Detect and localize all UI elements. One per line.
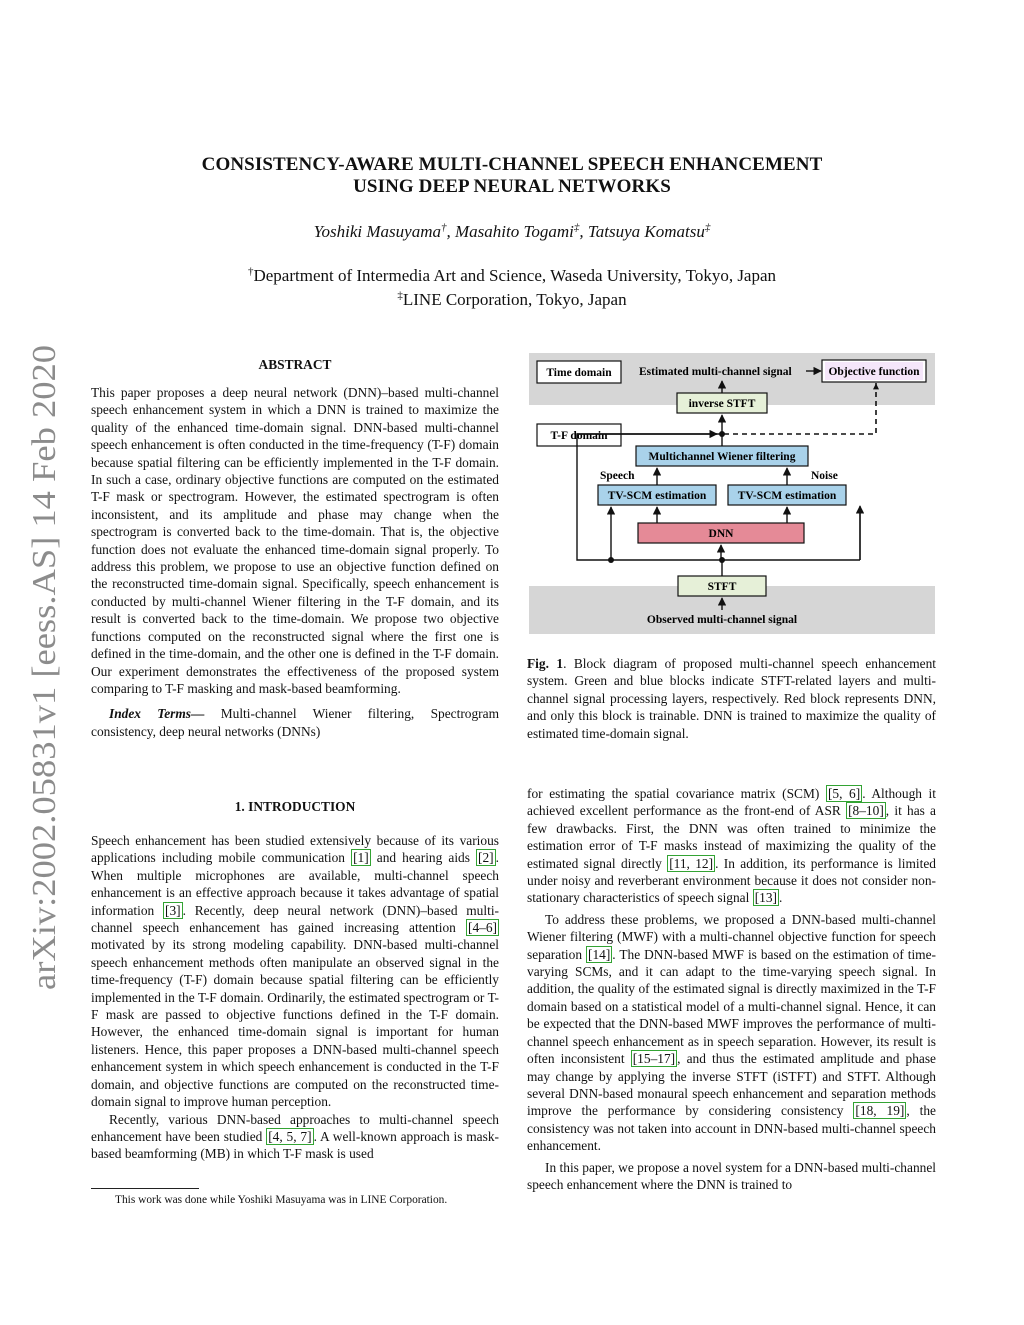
citation-link[interactable]: [8–10] xyxy=(848,803,884,819)
text-run: . Recently, deep neural network (DNN)–based multi-channel speech enhancement has gained increasing attention xyxy=(91,902,499,936)
affiliation-1 xyxy=(0,266,1024,286)
author-1: Yoshiki Masuyama xyxy=(313,222,441,241)
observed-signal-label: Observed multi-channel signal xyxy=(646,614,798,626)
affiliation-2 xyxy=(0,290,1024,310)
author-2: Masahito Togami xyxy=(455,222,574,241)
paper-title xyxy=(0,154,1024,198)
dnn-label: DNN xyxy=(708,528,734,540)
text-run: To address these problems, we proposed a DNN-based multi-channel Wiener filtering (MWF) with a multi-channel objective function for speech separation xyxy=(527,911,936,962)
inverse-stft-label: inverse STFT xyxy=(688,398,756,410)
citation-link[interactable]: [15–17] xyxy=(632,1051,676,1067)
introduction xyxy=(91,832,499,1163)
text-run: for estimating the spatial covariance matrix (SCM) xyxy=(527,786,826,801)
speech-label: Speech xyxy=(600,470,635,482)
tvscm-noise-label: TV-SCM estimation xyxy=(737,490,837,502)
introduction-heading: 1. INTRODUCTION xyxy=(234,799,356,814)
mwf-label: Multichannel Wiener filtering xyxy=(648,451,796,463)
citation-link[interactable]: [2] xyxy=(478,850,494,866)
text-run: . A well-known approach is mask-based beamforming (MB) in which T-F mask is used xyxy=(91,1128,499,1162)
citation-link[interactable]: [13] xyxy=(754,890,778,906)
arxiv-id: arXiv:2002.05831v1 [eess.AS] 14 Feb 2020 xyxy=(26,389,63,990)
affiliation-1-text: Department of Intermedia Art and Science, Waseda University, Tokyo, Japan xyxy=(253,266,777,285)
footnote: This work was done while Yoshiki Masuyama was in LINE Corporation. xyxy=(115,1194,448,1206)
caption-text: . Block diagram of proposed multi-channel speech enhancement system. Green and blue blocks indicate STFT-related layers and multi-channel signal processing layers, respectively. Red block represents DNN, and only this block is trainable. DNN is trained to maximize the quality of estimated time-domain signal. xyxy=(527,656,936,741)
text-run: . xyxy=(779,890,783,906)
intro-paragraph-1 xyxy=(91,832,499,1111)
citation-link[interactable]: [14] xyxy=(587,946,611,962)
right-paragraph-1 xyxy=(527,785,936,907)
right-column-text xyxy=(527,785,936,1193)
text-run: , and thus the estimated amplitude and phase may change by applying the inverse STFT (iSTFT) and STFT. Although several DNN-based monaural speech enhancement and separation methods improve the performance by considering consistency xyxy=(527,1051,936,1119)
author-3-mark: ‡ xyxy=(704,221,711,234)
abstract xyxy=(91,384,499,740)
index-terms-label: Index Terms— xyxy=(109,706,205,722)
citation-link[interactable]: [11, 12] xyxy=(669,855,714,871)
citation-link[interactable]: [18, 19] xyxy=(855,1103,905,1119)
affiliation-2-mark: ‡ xyxy=(397,289,403,302)
citation-link[interactable]: [3] xyxy=(164,902,181,918)
title-line-1: CONSISTENCY-AWARE MULTI-CHANNEL SPEECH ENHANCEMENT xyxy=(201,154,823,175)
figure-1-diagram xyxy=(527,350,937,640)
text-run: , the consistency was not taken into account in DNN-based multi-channel speech enhancement. xyxy=(527,1103,937,1154)
text-run: and hearing aids xyxy=(370,850,477,866)
affiliation-1-mark: † xyxy=(247,265,254,278)
author-3: Tatsuya Komatsu xyxy=(587,222,705,241)
text-run: Speech enhancement has been studied extensively because of its various applications including mobile communication xyxy=(91,833,499,866)
right-paragraph-3: In this paper, we propose a novel system for a DNN-based multi-channel speech enhancement where the DNN is trained to xyxy=(527,1159,936,1192)
author-1-mark: † xyxy=(441,221,447,234)
text-run: motivated by its strong modeling capability. DNN-based multi-channel speech enhancement methods often manipulate an observed signal in the time-frequency (T-F) domain because spatial filtering can be efficiently implemented in the T-F domain. Ordinarily, the estimated spectrogram or T-F mask are passed to objective functions defined in the T-F domain. However, the enhanced time-domain signal is important for human listeners. Hence, this paper proposes a DNN-based multi-channel speech enhancement system in which speech enhancement is conducted in the T-F domain, and objective functions are computed on the reconstructed time-domain signal to improve human perception. xyxy=(91,937,499,1110)
citation-link[interactable]: [1] xyxy=(353,850,369,866)
tvscm-speech-label: TV-SCM estimation xyxy=(607,490,707,502)
text-run: . In addition, its performance is limited under noisy and reverberant environment because it does not consider non-stationary characteristics of speech signal xyxy=(527,855,936,906)
text-run: . When multiple microphones are available, multi-channel speech enhancement is an effective approach because it takes advantage of spatial information xyxy=(91,850,500,918)
citation-link[interactable]: [5, 6] xyxy=(827,786,861,801)
citation-link[interactable]: [4, 5, 7] xyxy=(268,1128,312,1144)
index-terms-text: Multi-channel Wiener filtering, Spectrogram consistency, deep neural networks (DNNs) xyxy=(91,706,499,739)
footnote-rule xyxy=(91,1188,199,1189)
text-run: Recently, various DNN-based approaches to multi-channel speech enhancement have been studied xyxy=(91,1111,499,1144)
intro-paragraph-2 xyxy=(91,1111,499,1163)
index-terms xyxy=(91,705,499,740)
estimated-signal-label: Estimated multi-channel signal xyxy=(639,366,792,378)
right-paragraph-2 xyxy=(527,911,936,1155)
text-run: . The DNN-based MWF is based on the estimation of time-varying SCMs, and it can adapt to the time-varying speech signal. In addition, the quality of the estimated signal is directly maximized in the T-F domain based on a statistical model of a multi-channel signal. Hence, it can be expected that the DNN-based MWF improves the performance of multi-channel speech enhancement as in speech separation. However, its result is often inconsistent xyxy=(527,946,936,1067)
title-line-2: USING DEEP NEURAL NETWORKS xyxy=(353,176,671,197)
caption-label: Fig. 1 xyxy=(527,656,564,671)
affiliation-2-text: LINE Corporation, Tokyo, Japan xyxy=(402,290,627,309)
citation-link[interactable]: [4–6] xyxy=(467,920,497,936)
text-run: , it has a few drawbacks. First, the DNN was often trained to minimize the estimation error of T-F masks instead of maximizing the quality of the estimated signal directly xyxy=(527,803,937,871)
tf-domain-label: T-F domain xyxy=(550,430,608,442)
stft-label: STFT xyxy=(707,581,737,593)
text-run: . Although it achieved excellent performance as the front-end of ASR xyxy=(527,786,936,819)
figure-1-caption xyxy=(527,655,936,742)
time-domain-label: Time domain xyxy=(546,367,612,379)
abstract-text: This paper proposes a deep neural network (DNN)–based multi-channel speech enhancement system in which a DNN is trained to maximize the quality of the enhanced time-domain signal. DNN-based multi-channel speech enhancement is often conducted in the time-frequency (T-F) domain because spatial filtering can be efficiently implemented in the T-F domain. In such a case, ordinary objective functions are computed on the estimated T-F mask or spectrogram. However, the estimated spectrogram is often inconsistent, and its amplitude and phase may change when the spectrogram is converted back to the time-domain. That is, the objective function does not evaluate the enhanced time-domain signal properly. To address this problem, we propose to use an objective function defined on the reconstructed time-domain signal. Specifically, speech enhancement is conducted by multi-channel Wiener filtering in the T-F domain, and its result is converted back to the time-domain. We propose two objective functions computed on the reconstructed signal where the first one is defined in the time-domain, and the other one is defined in the T-F domain. Our experiment demonstrates the effectiveness of the proposed system comparing to T-F masking and mask-based beamforming. xyxy=(91,385,499,696)
author-list: Yoshiki Masuyama†, Masahito Togami‡, Tatsuya Komatsu‡ xyxy=(313,221,711,241)
abstract-heading: ABSTRACT xyxy=(258,357,332,372)
noise-label: Noise xyxy=(811,470,838,482)
author-2-mark: ‡ xyxy=(573,221,580,234)
objective-function-label: Objective function xyxy=(828,366,920,378)
